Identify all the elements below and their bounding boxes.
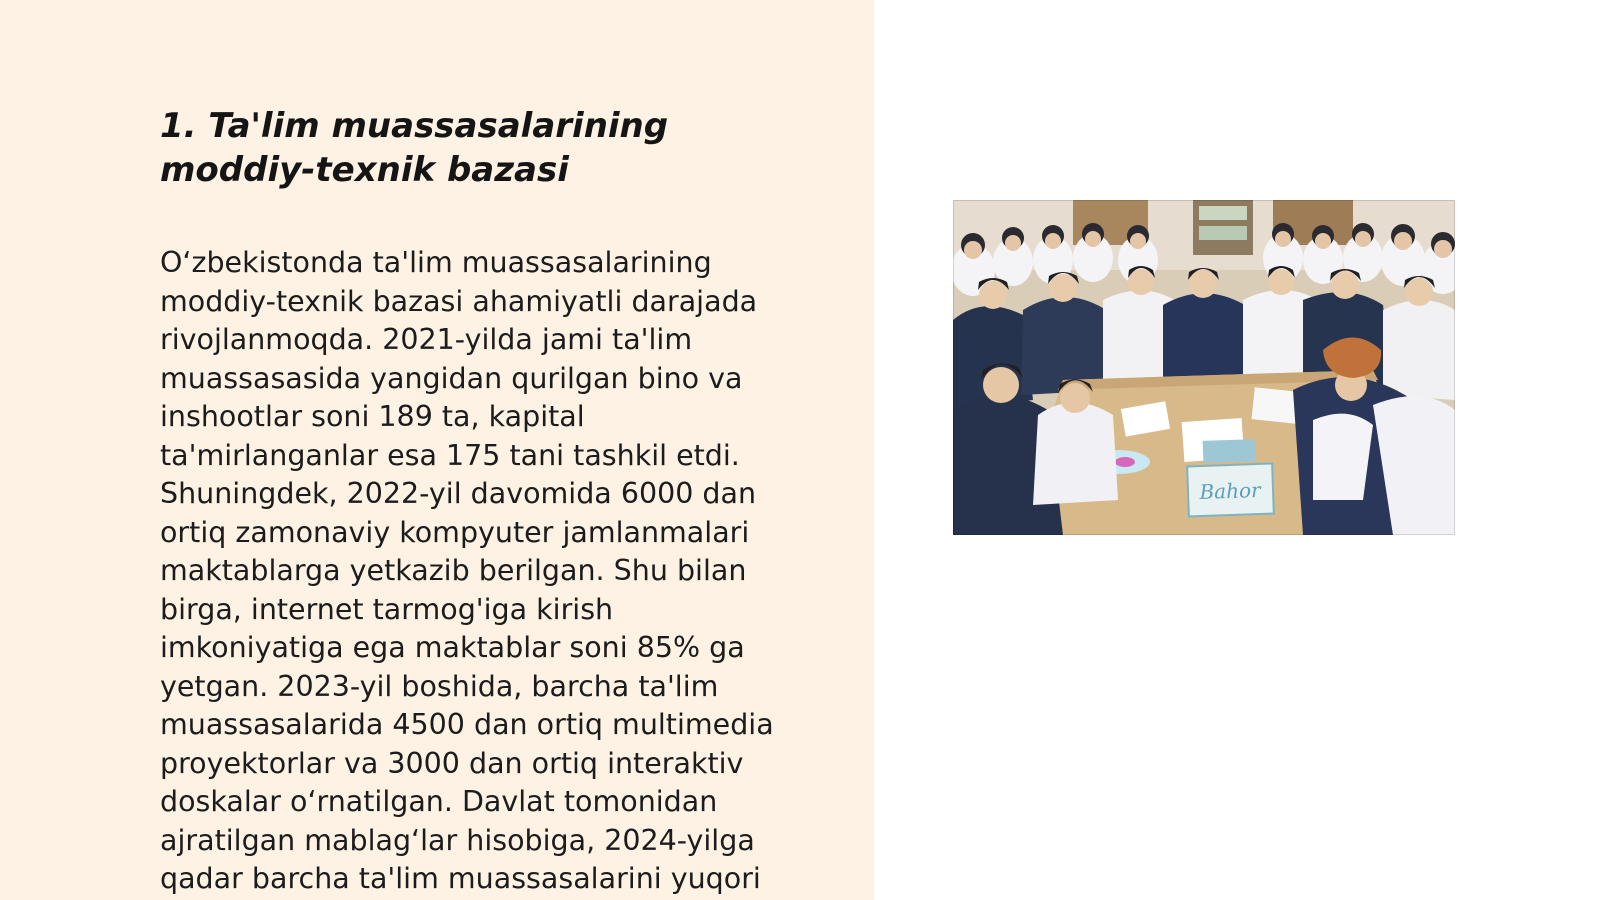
body-line: O‘zbekistonda ta'lim muassasalarining <box>160 246 712 279</box>
body-line: doskalar o‘rnatilgan. Davlat tomonidan <box>160 785 718 818</box>
body-line: ortiq zamonaviy kompyuter jamlanmalari <box>160 515 750 549</box>
classroom-photo <box>953 200 1455 535</box>
body-line: muassasalarida 4500 dan ortiq multimedia <box>160 708 774 741</box>
body-line: Shuningdek, 2022-yil davomida 6000 dan <box>160 477 757 510</box>
body-line: muassasasida yangidan qurilgan bino va <box>160 361 743 395</box>
body-line: yetgan. 2023-yil boshida, barcha ta'lim <box>160 669 719 703</box>
body-line: proyektorlar va 3000 dan ortiq interaktiv <box>160 746 744 780</box>
body-line: rivojlanmoqda. 2021-yilda jami ta'lim <box>160 323 693 356</box>
body-line: imkoniyatiga ega maktablar soni 85% ga <box>160 631 745 664</box>
body-line: ta'mirlanganlar esa 175 tani tashkil etdi. <box>160 438 740 472</box>
classroom-photo-drawing <box>953 200 1455 535</box>
body-line: inshootlar soni 189 ta, kapital <box>160 400 585 433</box>
bahor-sign-text: Bahor <box>1199 477 1261 505</box>
body-line: birga, internet tarmog'iga kirish <box>160 592 614 626</box>
body-line: qadar barcha ta'lim muassasalarini yuqori <box>160 862 761 895</box>
body-line: maktablarga yetkazib berilgan. Shu bilan <box>160 554 747 587</box>
body-line: moddiy-texnik bazasi ahamiyatli darajada <box>160 284 758 318</box>
slide-heading: 1. Ta'lim muassasalarining moddiy-texnik bazasi <box>160 106 669 190</box>
slide-body-text <box>160 244 820 899</box>
body-line: ajratilgan mablag‘lar hisobiga, 2024-yilga <box>160 823 755 857</box>
